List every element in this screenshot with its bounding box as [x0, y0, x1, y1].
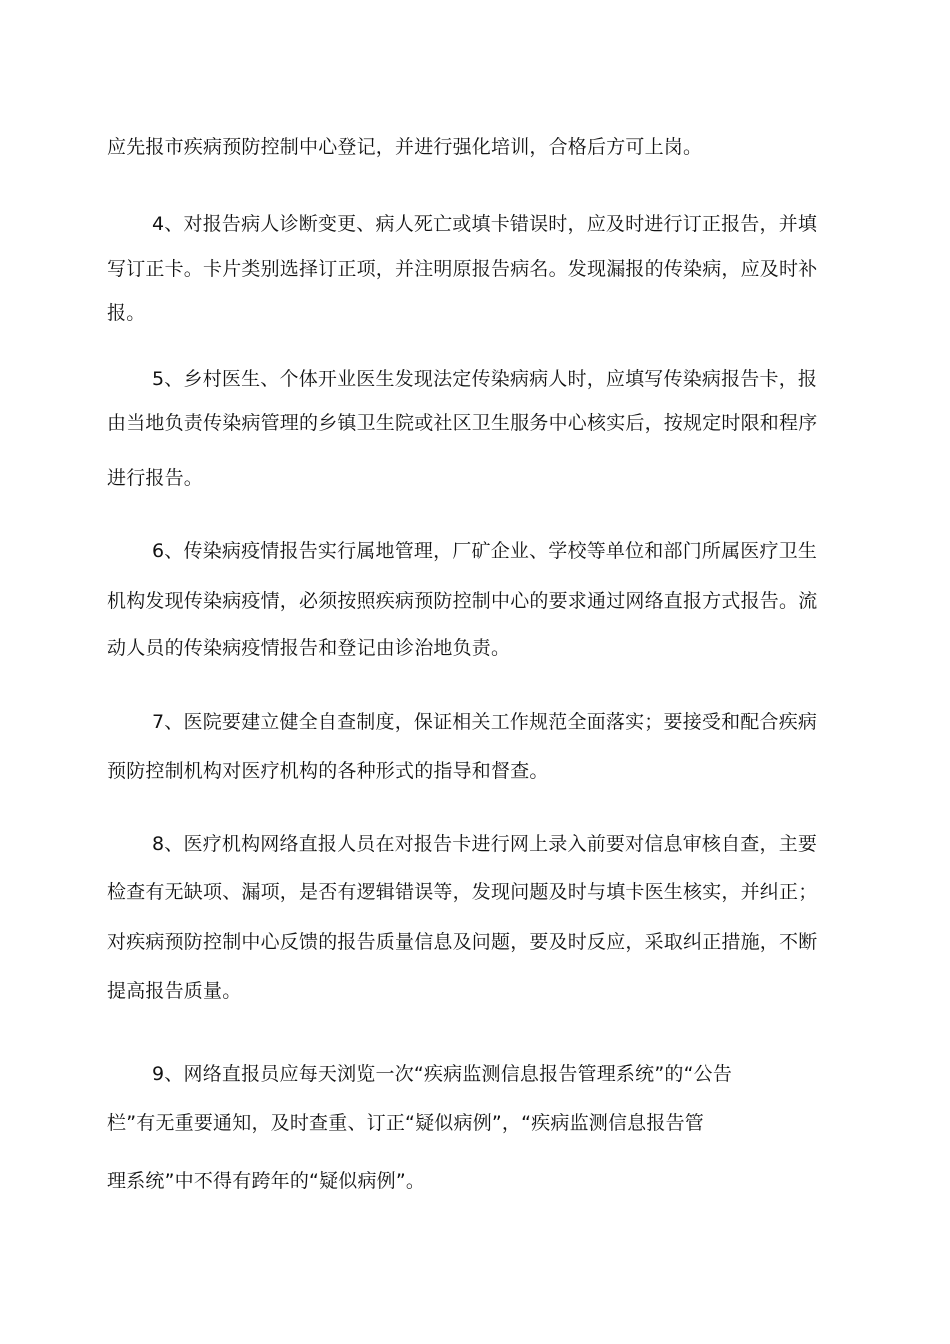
paragraph-8-line-2: 检查有无缺项、漏项，是否有逻辑错误等，发现问题及时与填卡医生核实，并纠正； [107, 881, 818, 903]
paragraph-6-line-2: 机构发现传染病疫情，必须按照疾病预防控制中心的要求通过网络直报方式报告。流 [107, 590, 818, 612]
paragraph-8-line-4: 提高报告质量。 [107, 980, 242, 1002]
paragraph-continuation-line-1: 应先报市疾病预防控制中心登记，并进行强化培训，合格后方可上岗。 [107, 136, 703, 158]
paragraph-5-line-2: 由当地负责传染病管理的乡镇卫生院或社区卫生服务中心核实后，按规定时限和程序 [107, 412, 818, 434]
paragraph-8-line-1: 8、医疗机构网络直报人员在对报告卡进行网上录入前要对信息审核自查，主要 [152, 833, 818, 855]
paragraph-9-line-2: 栏”有无重要通知，及时查重、订正“疑似病例”，“疾病监测信息报告管 [107, 1112, 704, 1134]
paragraph-6-line-3: 动人员的传染病疫情报告和登记由诊治地负责。 [107, 637, 511, 659]
paragraph-5-line-3: 进行报告。 [107, 467, 204, 489]
paragraph-5-line-1: 5、乡村医生、个体开业医生发现法定传染病病人时，应填写传染病报告卡，报 [152, 368, 818, 390]
paragraph-9-line-3: 理系统”中不得有跨年的“疑似病例”。 [107, 1170, 426, 1192]
paragraph-4-line-1: 4、对报告病人诊断变更、病人死亡或填卡错误时，应及时进行订正报告，并填 [152, 213, 818, 235]
paragraph-7-line-1: 7、医院要建立健全自查制度，保证相关工作规范全面落实；要接受和配合疾病 [152, 711, 818, 733]
paragraph-4-line-3: 报。 [107, 302, 146, 324]
paragraph-7-line-2: 预防控制机构对医疗机构的各种形式的指导和督查。 [107, 760, 549, 782]
paragraph-8-line-3: 对疾病预防控制中心反馈的报告质量信息及问题，要及时反应，采取纠正措施，不断 [107, 931, 818, 953]
paragraph-9-line-1: 9、网络直报员应每天浏览一次“疾病监测信息报告管理系统”的“公告 [152, 1063, 733, 1085]
paragraph-6-line-1: 6、传染病疫情报告实行属地管理，厂矿企业、学校等单位和部门所属医疗卫生 [152, 540, 818, 562]
paragraph-4-line-2: 写订正卡。卡片类别选择订正项，并注明原报告病名。发现漏报的传染病，应及时补 [107, 258, 818, 280]
